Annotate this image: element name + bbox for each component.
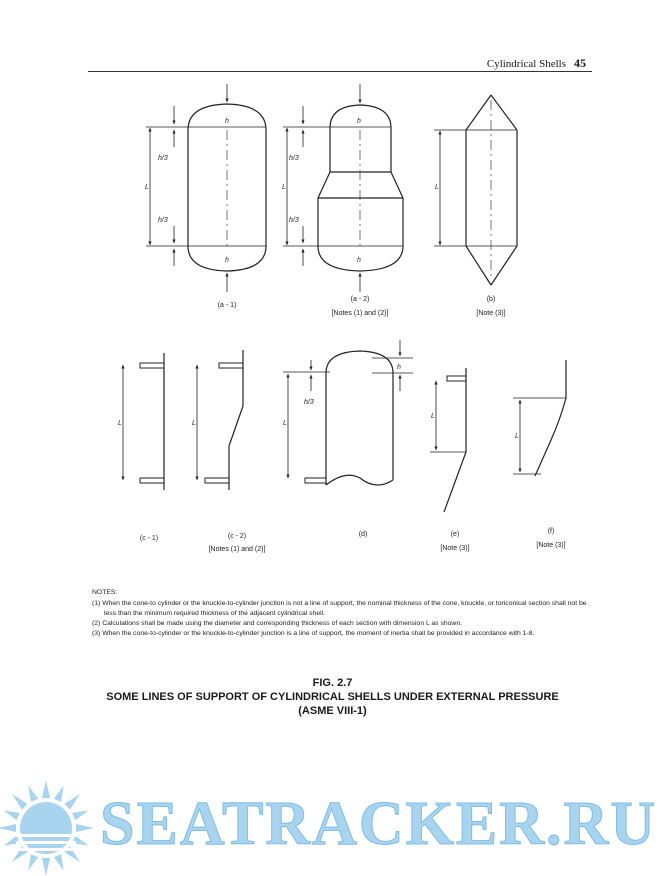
- shell-diagram-d: [283, 340, 413, 485]
- note-item: (1) When the cone-to cylinder or the knuckle-to-cylinder junction is not a line of support, the nominal thickness of the cone, knuckle, or toriconical section shall not be less than the minimum required thickness of the adjacent cylindrical shell.: [92, 600, 587, 617]
- dim-h3-label: h/3: [158, 155, 168, 162]
- dim-h-label: h: [397, 364, 401, 371]
- figure-notes: [92, 588, 592, 639]
- dim-h3-label: h/3: [289, 155, 299, 162]
- panel-label-a1: (a - 1): [217, 302, 237, 309]
- shell-diagram-a2: [283, 84, 403, 292]
- panel-label-c2: (c - 2): [227, 533, 247, 540]
- notes-title: NOTES:: [92, 589, 118, 596]
- dim-h3-label: h/3: [304, 399, 314, 406]
- figure-caption-line2: (ASME VIII-1): [298, 705, 367, 717]
- panel-label-d: (d): [358, 531, 368, 538]
- panel-label-c1: (c - 1): [139, 535, 159, 542]
- shell-diagram-c2: [197, 350, 243, 490]
- dim-h-label: h: [357, 118, 361, 125]
- shell-diagram-f: [513, 360, 566, 476]
- running-title: Cylindrical Shells: [486, 58, 566, 70]
- shell-diagram-b: [434, 95, 517, 285]
- dim-h3-label: h/3: [158, 217, 168, 224]
- figure-number: FIG. 2.7: [312, 677, 353, 689]
- dim-L-label: L: [192, 420, 196, 427]
- note-item: (2) Calculations shall be made using the diameter and corresponding thickness of each section with dimension L as shown.: [92, 620, 463, 627]
- panel-note-f: [Note (3)]: [536, 542, 566, 549]
- panel-label-b: (b): [486, 296, 496, 303]
- page-number: 45: [574, 56, 586, 70]
- dim-L-label: L: [118, 420, 122, 427]
- panel-note-c2: [Notes (1) and (2)]: [208, 546, 266, 553]
- dim-h3-label: h/3: [289, 217, 299, 224]
- dim-L-label: L: [283, 420, 287, 427]
- figure-caption-line1: SOME LINES OF SUPPORT OF CYLINDRICAL SHELLS UNDER EXTERNAL PRESSURE: [106, 691, 559, 703]
- dim-h-label: h: [225, 118, 229, 125]
- dim-L-label: L: [145, 184, 149, 191]
- dim-L-label: L: [435, 184, 439, 191]
- dim-h-label: h: [357, 257, 361, 264]
- shell-diagram-a1: [146, 84, 266, 292]
- panel-label-a2: (a - 2): [350, 296, 370, 303]
- panel-note-e: [Note (3)]: [440, 545, 470, 552]
- dim-h-label: h: [225, 257, 229, 264]
- panel-note-b: [Note (3)]: [476, 310, 506, 317]
- dim-L-label: L: [431, 413, 435, 420]
- figure-caption: [60, 676, 605, 718]
- dim-L-label: L: [515, 433, 519, 440]
- panel-note-a2: [Notes (1) and (2)]: [331, 310, 389, 317]
- panel-label-e: (e): [450, 531, 460, 538]
- watermark-text: SEATRACKER.RU: [100, 790, 658, 858]
- shell-diagram-e: [430, 368, 466, 512]
- dim-L-label: L: [282, 184, 286, 191]
- note-item: (3) When the cone-to-cylinder or the knuckle-to-cylinder junction is a line of support, the moment of inertia shall be provided in accordance with 1-8.: [92, 630, 535, 637]
- shell-diagram-c1: [123, 353, 164, 490]
- panel-label-f: (f): [547, 528, 555, 535]
